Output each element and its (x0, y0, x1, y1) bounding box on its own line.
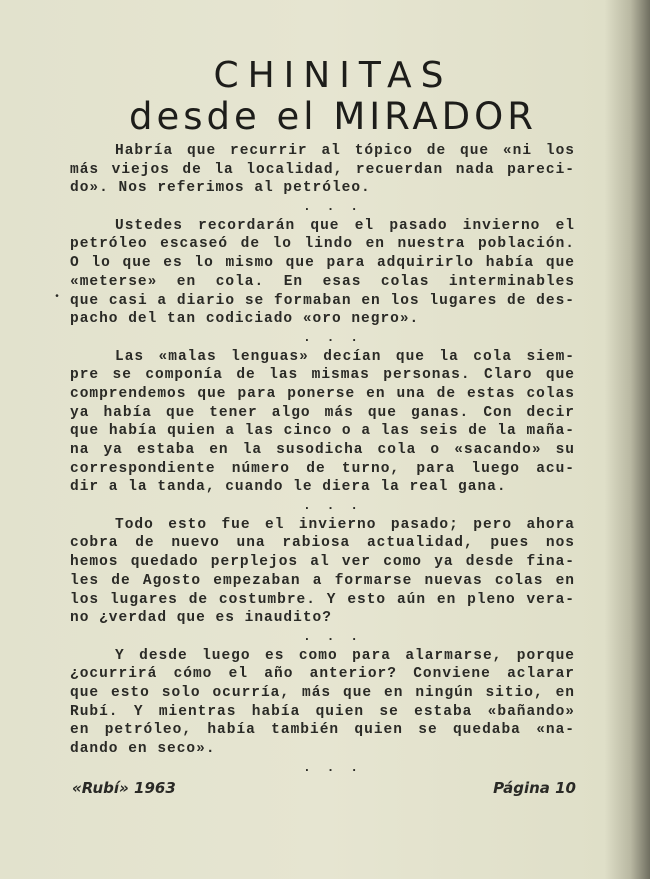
title-line-2: desde el MIRADOR (128, 95, 538, 138)
text-line: Habría que recurrir al tópico de que «ni los (115, 143, 575, 159)
text-line: que casi a diario se formaban en los lugares de des- (70, 292, 575, 309)
footer-page-number: Página 10 (493, 779, 576, 797)
title-line-1: CHINITAS (213, 55, 453, 96)
text-line: Las «malas lenguas» decían que la cola siem- (115, 348, 575, 365)
text-line: ya había que tener algo más que ganas. Con decir (70, 404, 575, 421)
text-line: dando en seco». (70, 741, 216, 757)
text-line: pre se componía de las mismas personas. Claro que (70, 367, 575, 384)
text-line: ¿ocurrirá cómo el año anterior? Conviene aclarar (70, 666, 575, 683)
text-line: que esto solo ocurría, más que en ningún sitio, en (70, 684, 575, 701)
section-separator: . . . (302, 759, 362, 775)
text-line: en petróleo, había también quien se quedaba «na- (70, 722, 575, 739)
text-line: que había quien a las cinco o a las seis de la maña- (70, 423, 575, 440)
text-line: les de Agosto empezaban a formarse nuevas colas en (70, 572, 575, 589)
section-separator: . . . (302, 199, 362, 215)
text-line: dir a la tanda, cuando le diera la real gana. (70, 479, 507, 496)
text-line: comprendemos que para ponerse en una de estas colas (70, 385, 575, 402)
section-separator: . . . (302, 329, 362, 345)
text-line: cobra de nuevo una rabiosa actualidad, pues nos (70, 535, 575, 552)
section-separator: . . . (302, 628, 362, 644)
text-line: pacho del tan codiciado «oro negro». (70, 311, 420, 328)
section-separator: . . . (302, 498, 362, 514)
text-line: hemos quedado perplejos al ver como ya desde fina- (70, 554, 575, 571)
text-line: do». Nos referimos al petróleo. (70, 180, 371, 197)
text-line: Todo esto fue el invierno pasado; pero ahora (115, 516, 575, 533)
text-line: petróleo escaseó de lo lindo en nuestra población. (70, 236, 575, 253)
text-line: Y desde luego es como para alarmarse, porque (115, 647, 575, 664)
text-line: «meterse» en cola. En esas colas interminables (70, 273, 575, 290)
text-line: Rubí. Y mientras había quien se estaba «bañando» (70, 703, 575, 720)
text-line: no ¿verdad que es inaudito? (70, 610, 332, 627)
article-body (70, 142, 575, 777)
text-line: O lo que es lo mismo que para adquirirlo había que (70, 255, 575, 272)
footer-publication: «Rubí» 1963 (72, 779, 176, 797)
text-line: na ya estaba en la susodicha cola o «sacando» su (70, 442, 575, 458)
text-line: Ustedes recordarán que el pasado invierno el (115, 217, 575, 234)
text-line: más viejos de la localidad, recuerdan nada pareci- (70, 161, 575, 178)
margin-mark: • (54, 292, 61, 303)
text-line: correspondiente número de turno, para luego acu- (70, 460, 575, 477)
text-line: los lugares de costumbre. Y esto aún en pleno vera- (70, 591, 575, 608)
